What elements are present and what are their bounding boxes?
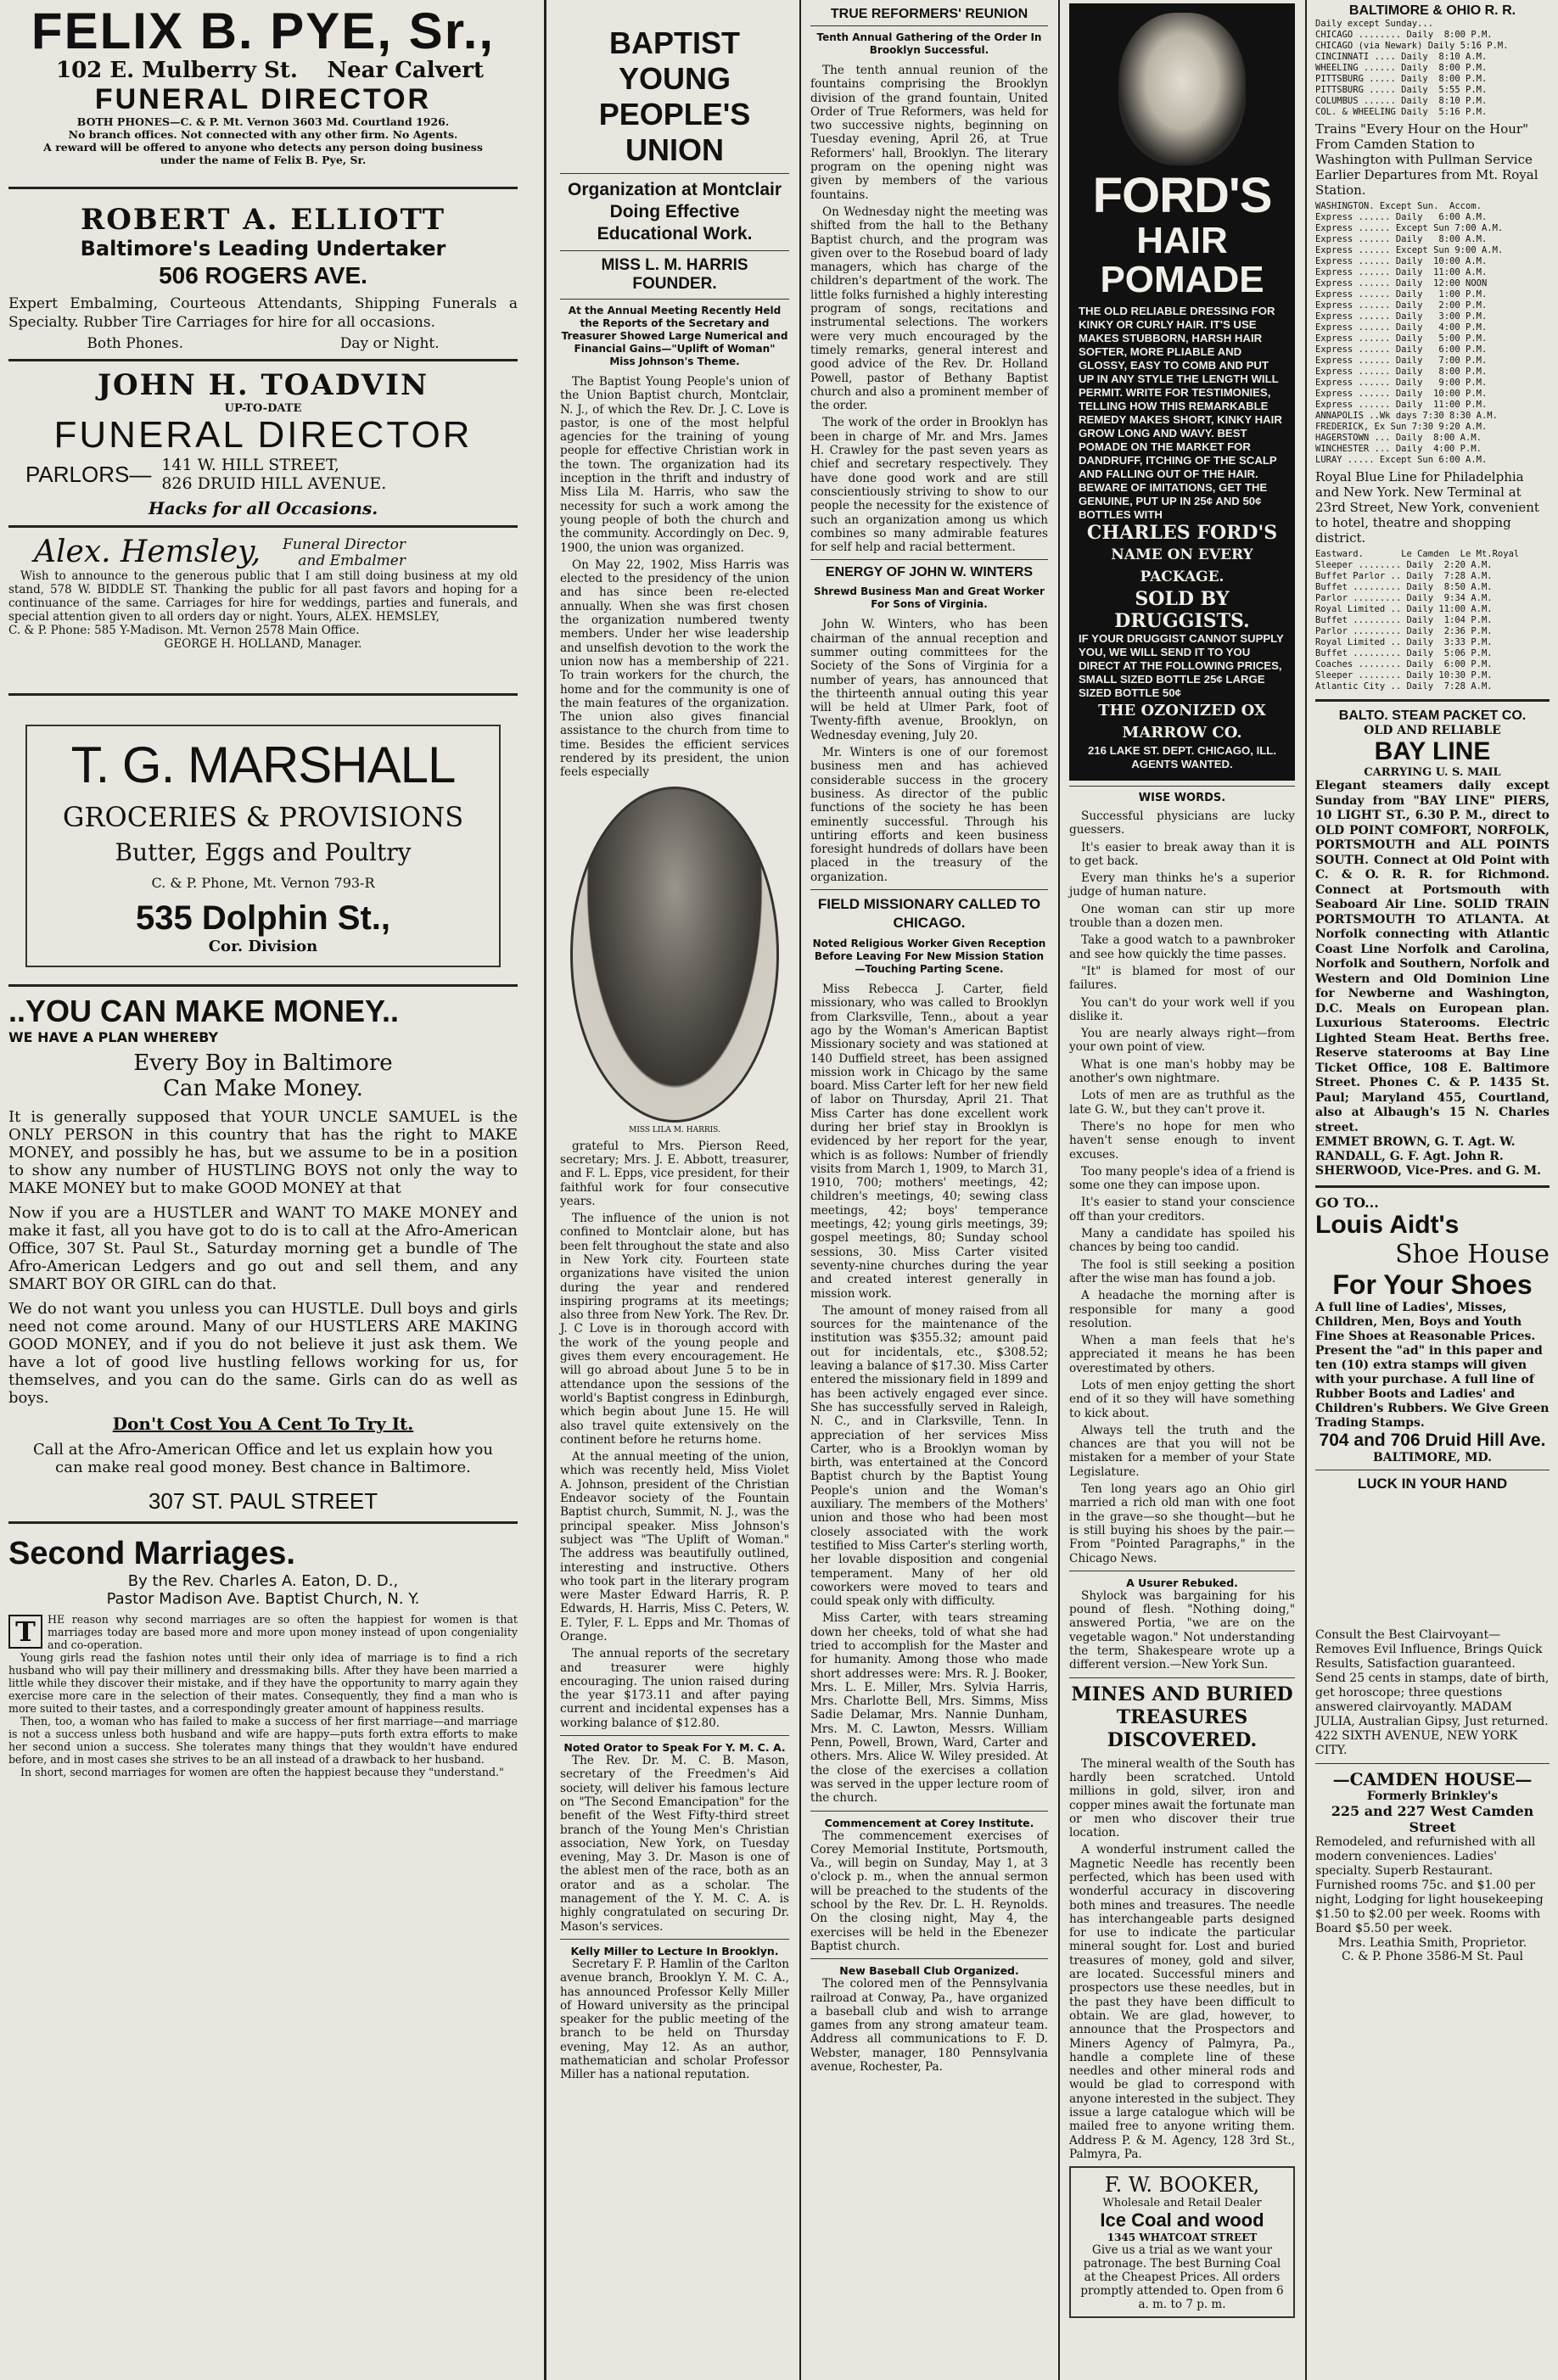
ad-agents: AGENTS WANTED. [1131, 758, 1233, 770]
divider [810, 559, 1048, 560]
ad-plan: WE HAVE A PLAN WHEREBY [8, 1029, 219, 1045]
divider [1315, 1185, 1550, 1188]
deck-1: Organization at Montclair Doing Effective Educational Work. [567, 180, 782, 244]
ad-dont: Don't Cost You A Cent To Try It. [112, 1414, 414, 1434]
article-para: Mr. Winters is one of our foremost business men and has achieved considerable success in the grocery business. As director of the public functions of the society he has been eminently successful. Through his untiring efforts and keen business foresight hundreds of dollars have been placed in the treasury of the organization. [810, 746, 1048, 884]
ad-reward: A reward will be offered to anyone who detects any person doing business under the name of Felix B. Pye, Sr. [43, 141, 483, 166]
article-para: Shylock was bargaining for his pound of flesh. "Nothing doing," answered Portia, "we are on the vegetable wagon." Not understanding the term, Shakespeare wrote up a different version.—New York Sun. [1069, 1588, 1295, 1672]
ad-title: BALTO. STEAM PACKET CO. [1338, 708, 1527, 723]
ad-line-1: GROCERIES & PROVISIONS [62, 801, 464, 833]
wise-words-list [1069, 809, 1295, 1565]
ad-every: Every Boy in Baltimore [133, 1050, 393, 1076]
ad-subtitle: FUNERAL DIRECTOR [53, 414, 473, 456]
subhead: Noted Orator to Speak For Y. M. C. A. [563, 1741, 786, 1755]
ad-address: 1345 WHATCOAT STREET [1107, 2232, 1258, 2244]
article-para: A wonderful instrument called the Magnetic Needle has recently been perfected, which has been used with wonderful accuracy in discovering both mines and treasures. The needle has interchangeable parts designed for use to indicate the particular mineral sought for. Lost and buried treasures of money, gold and silver, are located. Successful miners and prospectors use these needles, but in the past they have been difficult to obtain. We are glad, however, to announce that the Prospectors and Miners Agency of Palmyra, Pa., handle a complete line of these needles and other mineral rods and would be glad to correspond with anyone interested in the subject. They issue a large catalogue which will be mailed free to anyone writing them. Address P. & M. Agency, 128 3rd St., Palmyra, Pa. [1069, 1843, 1295, 2161]
headline: TRUE REFORMERS' REUNION [810, 7, 1048, 26]
divider [560, 1939, 789, 1940]
ad-role-1: Funeral Director [283, 536, 406, 553]
ad-luck [1315, 1476, 1550, 1758]
article-para: The Rev. Dr. M. C. B. Mason, secretary of the Freedmen's Aid society, will deliver his famous lecture on "The Second Emancipation" for the benefit of the West Fifty-third street branch of the Young Men's Christian association, New York, on Tuesday evening, May 3. Dr. Mason is one of the ablest men of the race, both as an orator and as a scholar. The management of the Y. M. C. A. is highly congratulated on securing Dr. Mason's services. [560, 1754, 789, 1934]
ad-text: Wish to announce to the generous public that I am still doing business at my old stand, 578 W. BIDDLE ST. Thanking the public for all past favors and hoping for a continuance of the same. Carriages for hire for weddings, parties and funerals, and special attention given to all orders day or night. Yours, ALEX. HEMSLEY, [8, 569, 518, 624]
article-para: The work of the order in Brooklyn has been in charge of Mr. and Mrs. James H. Crawley for the past seven years as chief and secretary respectively. They have done good work and are still conscientiously striving to show to our people the necessity for the existence of such an organization among us which combines so many admirable features for self help and racial betterment. [810, 416, 1048, 555]
deck: Noted Religious Worker Given Reception Before Leaving For New Mission Station—Touching Parting Scene. [812, 938, 1046, 976]
wise-word-item: Every man thinks he's a superior judge of human nature. [1069, 871, 1295, 899]
ad-text: Expert Embalming, Courteous Attendants, Shipping Funerals a Specialty. Rubber Tire Carriages for hire for all occasions. [8, 295, 518, 331]
wise-word-item: It's easier to break away than it is to get back. [1069, 840, 1295, 868]
ad-near: Near Calvert [327, 58, 484, 83]
ad-robert-elliott [8, 203, 518, 352]
ad-title: Louis Aidt's [1315, 1211, 1460, 1239]
column-ford-wise [1061, 0, 1303, 2380]
article-title: Second Marriages. [8, 1536, 295, 1571]
ad-address-2: 826 DRUID HILL AVENUE. [161, 474, 387, 493]
article-para: grateful to Mrs. Pierson Reed, secretary; Mrs. J. E. Abbott, treasurer, and F. L. Epps, vice president, for their faithful work for four consecutive years. [560, 1139, 789, 1208]
deck-2: MISS L. M. HARRIS FOUNDER. [601, 256, 748, 293]
divider [560, 299, 789, 300]
ad-bay-line [1315, 708, 1550, 1179]
ad-title: FELIX B. PYE, Sr., [31, 3, 496, 59]
portrait-illustration [1118, 13, 1246, 165]
rr-note: Trains "Every Hour on the Hour" From Camden Station to Washington with Pullman Service Earlier Departures from Mt. Royal Station. [1315, 121, 1538, 198]
ad-subtitle: Formerly Brinkley's [1366, 1789, 1499, 1803]
divider [8, 525, 518, 528]
article-para: The colored men of the Pennsylvania railroad at Conway, Pa., have organized a baseball club and wish to arrange games from any strong amateur team. Address all communications to F. D. Webster, manager, 180 Pennsylvania avenue, Rochester, Pa. [810, 1977, 1048, 2074]
article-para-1: HE reason why second marriages are so often the happiest for women is that marriages today are based more and more upon money instead of upon congeniality and co-operation. [48, 1613, 518, 1651]
ad-alex-hemsley [8, 535, 518, 651]
rr-timetable-3: Eastward. Le Camden Le Mt.Royal Sleeper ........ Daily 2:20 A.M. Buffet Parlor .. Daily 7:28 A.M. Buffet ......... Daily 8:50 A.M. Parlor ......... Daily 9:34 A.M. Royal Limited .. Daily 11:00 A.M. Buffet ......... Daily 1:04 P.M. Parlor ......... Daily 2:36 P.M. Royal Limited .. Daily 3:33 P.M. Buffet ......... Daily 5:06 P.M. Coaches ........ Daily 6:00 P.M. Sleeper ........ Daily 10:30 P.M. Atlantic City .. Daily 7:28 A.M. [1315, 549, 1520, 692]
ad-for: For Your Shoes [1332, 1269, 1533, 1300]
ad-title: T. G. MARSHALL [70, 736, 456, 793]
article-second-marriages [8, 1536, 518, 1778]
divider [1315, 699, 1550, 702]
wise-word-item: What is one man's hobby may be another's own nightmare. [1069, 1057, 1295, 1086]
ad-para-4: Call at the Afro-American Office and let us explain how you can make real good money. Best chance in Baltimore. [33, 1441, 493, 1476]
ad-title: FORD'S [1092, 168, 1272, 223]
ad-address: 704 and 706 Druid Hill Ave. [1319, 1431, 1546, 1450]
headline: MINES AND BURIED TREASURES DISCOVERED. [1071, 1683, 1293, 1751]
deck: Tenth Annual Gathering of the Order In Brooklyn Successful. [816, 31, 1042, 56]
wise-word-item: Successful physicians are lucky guessers. [1069, 809, 1295, 837]
wise-word-item: Take a good watch to a pawnbroker and see how quickly the time passes. [1069, 933, 1295, 961]
divider [810, 1811, 1048, 1812]
ad-address: 225 and 227 West Camden Street [1331, 1803, 1534, 1835]
wise-word-item: Many a candidate has spoiled his chances by being too candid. [1069, 1227, 1295, 1255]
ad-john-toadvin [8, 368, 518, 518]
article-para: John W. Winters, who has been chairman of the annual reception and summer outing committees for the Society of the Sons of Virginia for a number of years, has announced that the thirteenth annual outing this year will be held at Ulmer Park, foot of Twenty-fifth avenue, Brooklyn, on Wednesday evening, July 20. [810, 618, 1048, 742]
subhead: Kelly Miller to Lecture In Brooklyn. [570, 1944, 779, 1957]
wise-word-item: A headache the morning after is responsible for many a good resolution. [1069, 1289, 1295, 1330]
wise-word-item: There's no hope for men who haven't sense enough to invent excuses. [1069, 1119, 1295, 1162]
ad-city: BALTIMORE, MD. [1372, 1451, 1493, 1464]
article-para: Miss Carter, with tears streaming down her cheeks, told of what she had tried to accomplish for the Master and for humanity. Among those who made short addresses were: Mrs. R. J. Booker, Mrs. L. E. Miller, Mrs. Sylvia Harris, Mrs. Charlotte Bell, Mrs. Simms, Miss Sadie Delamar, Mrs. Nannie Dunham, Mrs. M. C. Lawton, Messrs. William Penn, Powell, Brown, Ward, Carter and others. Mrs. Alice W. Wiley presided. At the close of the exercises a collation was served in the upper lecture room of the church. [810, 1611, 1048, 1806]
column-ads-left [0, 0, 526, 2380]
article-byline-1: By the Rev. Charles A. Eaton, D. D., [127, 1572, 399, 1590]
ad-tg-marshall [25, 725, 501, 967]
ad-text: Elegant steamers daily except Sunday from "BAY LINE" PIERS, 10 LIGHT ST., 6.30 P. M., direct to OLD POINT COMFORT, NORFOLK, PORTSMOUTH and ALL POINTS SOUTH. Connect at Old Point with C. & O. R. R. for Richmond. Connect at Portsmouth with Seaboard Air Line. SOLID TRAIN PORTSMOUTH TO ATLANTA. At Norfolk connecting with Atlantic Coast Line Norfolk and Carolina, Norfolk and Southern, Norfolk and Western and Old Dominion Line for Newberne and Washington, D.C. Meals on European plan. Luxurious Staterooms. Electric Lighted Steam Heat. Berths free. Reserve staterooms at Bay Line Ticket Office, 108 E. Baltimore Street. Phones C. & P. 1435 St. Paul; Maryland 455, Courtland, also at Albaugh's 15 N. Charles street. [1315, 779, 1550, 1134]
subhead: New Baseball Club Organized. [839, 1964, 1019, 1978]
rr-timetable-2: WASHINGTON. Except Sun. Accom. Express ...... Daily 6:00 A.M. Express ...... Except Sun 7:00 A.M. Express ...... Daily 8:00 A.M. Express ...... Except Sun 9:00 A.M. Express ...... Daily 10:00 A.M. Express ...... Daily 11:00 A.M. Express ...... Daily 12:00 NOON Express ...... Daily 1:00 P.M. Express ...... Daily 2:00 P.M. Express ...... Daily 3:00 P.M. Express ...... Daily 4:00 P.M. Express ...... Daily 5:00 P.M. Express ...... Daily 6:00 P.M. Express ...... Daily 7:00 P.M. Express ...... Daily 8:00 P.M. Express ...... Daily 9:00 P.M. Express ...... Daily 10:00 P.M. Express ...... Daily 11:00 P.M. ANNAPOLIS ..Wk days 7:30 8:30 A.M. FREDERICK, Ex Sun 7:30 9:20 A.M. HAGERSTOWN ... Daily 8:00 A.M. WINCHESTER ... Daily 4:00 P.M. LURAY ..... Except Sun 6:00 A.M. [1315, 201, 1504, 465]
ad-text: A full line of Ladies', Misses, Children, Men, Boys and Youth Fine Shoes at Reasonable Prices. Present the "ad" in this paper and ten (10) extra stamps will given with your purchase. A full line of Rubber Boots and Ladies' and Children's Rubbers. We Give Green Trading Stamps. [1315, 1301, 1550, 1430]
rr-title: BALTIMORE & OHIO R. R. [1348, 3, 1516, 18]
rr-timetable: Daily except Sunday... CHICAGO ........ Daily 8:00 P.M. CHICAGO (via Newark) Daily 5:16 P.M. CINCINNATI .... Daily 8:10 A.M. WHEELING ...... Daily 8:00 P.M. PITTSBURG ..... Daily 8:00 P.M. PITTSBURG ..... Daily 5:55 P.M. COLUMBUS ...... Daily 8:10 P.M. COL. & WHEELING Daily 5:16 P.M. [1315, 19, 1509, 117]
ad-proprietor: Mrs. Leathia Smith, Proprietor. [1337, 1936, 1527, 1950]
subhead: A Usurer Rebuked. [1126, 1576, 1238, 1589]
dropcap: T [8, 1615, 42, 1649]
portrait-photo [570, 787, 779, 1123]
ad-para-1: It is generally supposed that YOUR UNCLE SAMUEL is the ONLY PERSON in this country that has the right to MAKE MONEY, and possibly he has, but we assume to be in a position to show any number of HUSTLING BOYS not only the way to MAKE MONEY but to make GOOD MONEY at that [8, 1108, 518, 1197]
ad-text: Remodeled, and refurnished with all modern conveniences. Ladies' specialty. Superb Restaurant. Furnished rooms 75c. and $1.00 per night, Lodging for light housekeeping $1.50 to $2.00 per week. Rooms with Board $5.50 per week. [1315, 1835, 1544, 1935]
ad-hours: Day or Night. [339, 335, 440, 352]
wise-word-item: Always tell the truth and the chances are that you will not be mistaken for a member of your State Legislature. [1069, 1423, 1295, 1479]
article-para: At the annual meeting of the union, which was recently held, Miss Violet A. Johnson, president of the Christian Endeavor society of the Fountain Baptist church, Summit, N. J., was the principal speaker. Miss Johnson's subject was "The Uplift of Woman." The address was beautifully outlined, interesting and instructive. Others who took part in the literary program were Master Edward Harris, R. P. Edwards, H. Harris, Miss C. Peters, W. E. Tyler, F. L. Epps and Mr. Thomas of Orange. [560, 1450, 789, 1644]
ad-package: NAME ON EVERY PACKAGE. [1111, 546, 1253, 585]
ad-felix-pye [8, 0, 518, 166]
ad-hacks: Hacks for all Occasions. [148, 498, 378, 518]
ad-address: 216 LAKE ST. DEPT. CHICAGO, ILL. [1087, 744, 1277, 757]
ad-bay-line-title: BAY LINE [1374, 737, 1491, 765]
ad-tagline: Wholesale and Retail Dealer [1102, 2197, 1262, 2210]
article-para: Miss Rebecca J. Carter, field missionary, who was called to Brooklyn from Clarksville, Tenn., about a year ago by the Woman's American Baptist Missionary society and was stationed at 140 Duffield street, has been assigned mission work in Chicago by the same board. Miss Carter left for her new field of labor on Thursday, April 21. That Miss Carter has done excellent work during her brief stay in Brooklyn is evidenced by her report for the year, which is as follows: Number of friendly visits from March 1, 1909, to March 31, 1910, 700; mothers' meetings, 42; children's meetings, 40; sewing class meetings, 42; boys' temperance meetings, 42; young girls meetings, 39; gospel meetings, 80; Sunday school sessions, 30. Miss Carter visited seventy-nine churches during the year and created interest generally in mission work. [810, 983, 1048, 1301]
ad-title: Alex. Hemsley, [34, 535, 261, 569]
ad-phone: C. & P. Phone, Mt. Vernon 793-R [151, 875, 375, 891]
deck-3: At the Annual Meeting Recently Held the Reports of the Secretary and Treasurer Showed Large Numerical and Financial Gains—"Uplift of Woman" Miss Johnson's Theme. [561, 305, 788, 367]
ad-parlors: PARLORS— [25, 461, 152, 487]
wise-word-item: Too many people's idea of a friend is some one they can impose upon. [1069, 1164, 1296, 1193]
ad-uptodate: UP-TO-DATE [224, 402, 302, 415]
wise-word-item: "It" is blamed for most of our failures. [1069, 964, 1295, 993]
article-para-3: Then, too, a woman who has failed to make a success of her first marriage—and marriage is not a success unless both husband and wife are happy—puts forth extra efforts to make her second union a success. She tolerates many things that they wouldn't have endured before, and in most cases she strives to be an all instead of a drawback to her husband. [8, 1715, 518, 1766]
divider [8, 187, 518, 189]
headline: ENERGY OF JOHN W. WINTERS [825, 565, 1034, 580]
article-para: The annual reports of the secretary and treasurer were highly encouraging. The union raised during the year $173.11 and after paying current and incidental expenses has a working balance of $12.80. [560, 1647, 789, 1730]
article-para: The mineral wealth of the South has hardly been scratched. Untold millions in gold, silver, iron and copper mines await the fortunate man or men who discover their true location. [1069, 1756, 1295, 1840]
ad-text: Consult the Best Clairvoyant—Removes Evil Influence, Brings Quick Results, Satisfaction guaranteed. Send 25 cents in stamps, date of birth, get horoscope; three questions answered clairvoyantly. MADAM JULIA, Australian Gipsy, Just returned. 422 SIXTH AVENUE, NEW YORK CITY. [1315, 1628, 1550, 1757]
deck: Shrewd Business Man and Great Worker For Sons of Virginia. [814, 585, 1045, 611]
ad-fords-pomade [1069, 3, 1295, 781]
column-rule [799, 0, 801, 2380]
column-rule [1058, 0, 1060, 2380]
wise-word-item: Lots of men enjoy getting the short end of it so they will have something to kick about. [1069, 1378, 1295, 1420]
article-para: The Baptist Young People's union of the Union Baptist church, Montclair, N. J., of which the Rev. Dr. J. C. Love is pastor, is one of the most helpful agencies for the training of young people for effective Christian work in the town. The organization had its inception in the thrift and industry of Miss Lila M. Harris, who saw the necessity for such a work among the young people of both the church and the community. Accordingly on Dec. 9, 1900, the union was organized. [560, 375, 789, 555]
wise-word-item: Ten long years ago an Ohio girl married a rich old man with one foot in the grave—so she thought—but he is still buying his shoes by the pair.—From "Pointed Paragraphs," in the Chicago News. [1069, 1482, 1295, 1565]
ad-phone: C. & P. Phone: 585 Y-Madison. Mt. Vernon 2578 Main Office. [8, 624, 360, 637]
ad-subtitle: HAIR POMADE [1100, 220, 1264, 300]
divider [560, 1735, 789, 1736]
ad-body-2: IF YOUR DRUGGIST CANNOT SUPPLY YOU, WE WILL SEND IT TO YOU DIRECT AT THE FOLLOWING PRICES, SMALL SIZED BOTTLE 25¢ LARGE SIZED BOTTLE 50¢ [1079, 632, 1284, 699]
ad-make-money [8, 994, 518, 1515]
subhead: Commencement at Corey Institute. [824, 1816, 1034, 1829]
ad-para-2: Now if you are a HUSTLER and WANT TO MAKE MONEY and make it fast, all you have got to do is to call at the Afro-American Office, 307 St. Paul St., Saturday morning get a bundle of The Afro-American Ledgers and go out and sell them, and any SMART BOY OR GIRL can do that. [8, 1204, 518, 1293]
ad-goods: Ice Coal and wood [1100, 2209, 1264, 2232]
ad-camden-house [1315, 1769, 1550, 1963]
ad-sold: SOLD BY DRUGGISTS. [1114, 588, 1250, 632]
divider [810, 1958, 1048, 1959]
ad-company: THE OZONIZED OX MARROW CO. [1098, 702, 1266, 742]
ad-mail: CARRYING U. S. MAIL [1364, 766, 1501, 779]
divider [560, 250, 789, 251]
column-rule [544, 0, 546, 2380]
ad-phones: Both Phones. [87, 335, 184, 352]
ad-address: 102 E. Mulberry St. [56, 58, 298, 83]
wise-word-item: The fool is still seeking a position after the wise man has found a job. [1069, 1257, 1295, 1285]
ad-line-2: Butter, Eggs and Poultry [115, 838, 412, 866]
ad-charles: CHARLES FORD'S [1086, 522, 1278, 544]
ad-title: LUCK IN YOUR HAND [1357, 1476, 1508, 1492]
ad-street: 307 ST. PAUL STREET [148, 1488, 378, 1514]
divider [1069, 1677, 1295, 1678]
ad-officers: EMMET BROWN, G. T. Agt. W. RANDALL, G. F. Agt. John R. SHERWOOD, Vice-Pres. and G. M. [1315, 1135, 1541, 1178]
ad-title: JOHN H. TOADVIN [97, 368, 429, 402]
ad-address-1: 141 W. HILL STREET, [161, 456, 339, 474]
rr-note-2: Royal Blue Line for Philadelphia and New York. New Terminal at 23rd Street, New York, convenient to hotel, theatre and shopping district. [1315, 469, 1539, 546]
ad-title: —CAMDEN HOUSE— [1332, 1769, 1533, 1789]
ad-manager: GEORGE H. HOLLAND, Manager. [164, 637, 362, 651]
ad-subtitle: FUNERAL DIRECTOR [94, 83, 432, 115]
ad-address: 535 Dolphin St., [135, 899, 391, 937]
article-para: The tenth annual reunion of the fountains comprising the Brooklyn division of the grand fountain, United Order of True Reformers, was held for two successive nights, beginning on Tuesday evening, April 26, at True Reformers' hall, Brooklyn. The literary program on the opening night was given by members of the various fountains. [810, 64, 1048, 202]
ad-title: ROBERT A. ELLIOTT [80, 203, 446, 237]
wise-word-item: You can't do your work well if you dislike it. [1069, 995, 1295, 1023]
wise-word-item: When a man feels that he's appreciated it means he has been overestimated by others. [1069, 1334, 1295, 1375]
wise-word-item: You are nearly always right—from your own point of view. [1069, 1027, 1295, 1055]
ad-corner: Cor. Division [208, 938, 318, 955]
ad-can: Can Make Money. [163, 1076, 363, 1101]
divider [8, 359, 518, 361]
article-para: The influence of the union is not confined to Montclair alone, but has been felt throughout the state and also in New York city. Fourteen state organizations have visited the union during the year and rendered inspiring programs at its meetings; also three from New York. The Rev. Dr. J. C Love is in thorough accord with the work of the young people and gives them every encouragement. He will go abroad about June 5 to be in attendance upon the sessions of the world's Baptist congress in Edinburgh, which begin about June 15. He will also travel quite extensively on the continent before he returns home. [560, 1212, 789, 1447]
divider [810, 889, 1048, 890]
divider [560, 173, 789, 174]
ad-body: THE OLD RELIABLE DRESSING FOR KINKY OR CURLY HAIR. IT'S USE MAKES STUBBORN, HARSH HAIR SOFTER, MORE PLIABLE AND GLOSSY, EASY TO COMB AND PUT UP IN ANY STYLE THE LENGTH WILL PERMIT. WRITE FOR TESTIMONIES, TELLING HOW THIS REMARKABLE REMEDY MAKES SHORT, KINKY HAIR GROW LONG AND WAVY. BEST POMADE ON THE MARKET FOR DANDRUFF, ITCHING OF THE SCALP AND FALLING OUT OF THE HAIR. BEWARE OF IMITATIONS, GET THE GENUINE, PUT UP IN 25¢ AND 50¢ BOTTLES WITH [1079, 305, 1282, 521]
article-para: On May 22, 1902, Miss Harris was elected to the presidency of the union and has since been re-elected annually. When she was first chosen the organization numbered twenty members. Under her wise leadership and unselfish devotion to the work the union now has a membership of 221. To train workers for the church, the home and for the community is one of the main features of the organization. The union also gives financial assistance to the church from time to time. Besides the efficient services rendered by its president, the union feels especially [560, 557, 789, 780]
ad-title: ..YOU CAN MAKE MONEY.. [8, 994, 400, 1028]
ad-louis-aidt [1315, 1195, 1550, 1464]
divider [1069, 786, 1295, 787]
ad-para-3: We do not want you unless you can HUSTLE. Dull boys and girls need not come around. Many of our HUSTLERS ARE MAKING GOOD MONEY, and if you do not believe it just ask them. We have a lot of good live hustling fellows working for us, for themselves, and you can do the same. Girls can do as well as boys. [8, 1300, 518, 1407]
wise-word-item: Lots of men are as truthful as the late G. W., but they can't prove it. [1069, 1089, 1295, 1117]
ad-go: GO TO... [1315, 1195, 1379, 1211]
ad-phones: BOTH PHONES—C. & P. Mt. Vernon 3603 Md. Courtland 1926. [76, 115, 450, 128]
column-sidebar [1307, 0, 1558, 2380]
ad-subtitle: OLD AND RELIABLE [1364, 724, 1501, 737]
divider [1315, 1763, 1550, 1764]
ad-note: No branch offices. Not connected with any other firm. No Agents. [68, 128, 458, 141]
section-title: WISE WORDS. [1138, 792, 1226, 804]
ad-role-2: and Embalmer [298, 552, 406, 569]
divider [8, 1521, 518, 1524]
article-para-4: In short, second marriages for women are often the happiest because they "understand." [20, 1766, 504, 1778]
article-byline-2: Pastor Madison Ave. Baptist Church, N. Y. [106, 1590, 420, 1608]
photo-caption: MISS LILA M. HARRIS. [629, 1125, 720, 1134]
ad-text: Give us a trial as we want your patronage. The best Burning Coal at the Cheapest Prices. All orders promptly attended to. Open from 6 a. m. to 7 p. m. [1080, 2243, 1284, 2312]
wise-word-item: It's easier to stand your conscience off than your creditors. [1069, 1196, 1295, 1224]
article-para: Secretary F. P. Hamlin of the Carlton avenue branch, Brooklyn Y. M. C. A., has announced Professor Kelly Miller of Howard university as the principal speaker for the public meeting of the branch to be held on Thursday evening, May 12. As an author, mathematician and scholar Professor Miller has a national reputation. [560, 1957, 789, 2082]
divider [8, 984, 518, 987]
ad-title: F. W. BOOKER, [1104, 2173, 1260, 2198]
ad-booker [1069, 2166, 1295, 2318]
article-para: The commencement exercises of Corey Memorial Institute, Portsmouth, Va., will begin on Sunday, May 1, at 3 o'clock p. m., when the annual sermon will be preached to the students of the school by the Rev. Dr. L. H. Reynolds. On the closing night, May 4, the exercises will be held in the Ebenezer Baptist church. [810, 1828, 1048, 1953]
column-baptist [552, 0, 798, 2380]
headline: BAPTIST YOUNG PEOPLE'S UNION [598, 25, 751, 167]
wise-word-item: One woman can stir up more trouble than a dozen men. [1069, 902, 1295, 931]
ad-illustration-space [1315, 1492, 1550, 1628]
column-news [802, 0, 1056, 2380]
article-para-2: Young girls read the fashion notes until their only idea of marriage is to find a rich husband who will pay their millinery and dressmaking bills. After they have been married a little while they discover their mistake, and if they have the opportunity to marry again they exercise more care in the selection of their mates. Consequently, they find a man who is more suited to their tastes, and a correspondingly greater amount of happiness results. [8, 1651, 518, 1715]
article-para: The amount of money raised from all sources for the maintenance of the institution was $355.32; amount paid out for incidentals, etc., $308.52; leaving a balance of $17.30. Miss Carter entered the missionary field in 1899 and has been actively engaged ever since. She has successfully served in Raleigh, N. C., and in Clarksville, Tenn. In appreciation of her services Miss Carter, who is a Brooklyn woman by birth, was entertained at the Concord Baptist church by the Baptist Young People's union and the Woman's auxiliary. The members of the Mothers' union and those who had been most closely associated with the work testified to Miss Carter's sterling worth, her lovable disposition and congenial temperament. Many of her old coworkers were moved to tears and could speak only with difficulty. [810, 1303, 1049, 1609]
ad-address: 506 ROGERS AVE. [159, 262, 367, 288]
ad-tagline: Baltimore's Leading Undertaker [80, 237, 446, 260]
ad-shoe: Shoe House [1395, 1240, 1550, 1269]
article-para: On Wednesday night the meeting was shifted from the hall to the Bethany Baptist church, and the program was given over to the Rosebud board of lady managers, which has charge of the children's department of the work. The little folks furnished a highly interesting program of songs, recitations and instrumental selections. The workers were very much encouraged by the timely remarks, general interest and good advice of the Rev. Dr. Holland Powell, pastor of Bethany Baptist church and also a prominent member of the order. [810, 204, 1048, 413]
ad-phone: C. & P. Phone 3586-M St. Paul [1341, 1950, 1524, 1963]
divider [8, 693, 518, 696]
headline: FIELD MISSIONARY CALLED TO CHICAGO. [817, 896, 1041, 932]
